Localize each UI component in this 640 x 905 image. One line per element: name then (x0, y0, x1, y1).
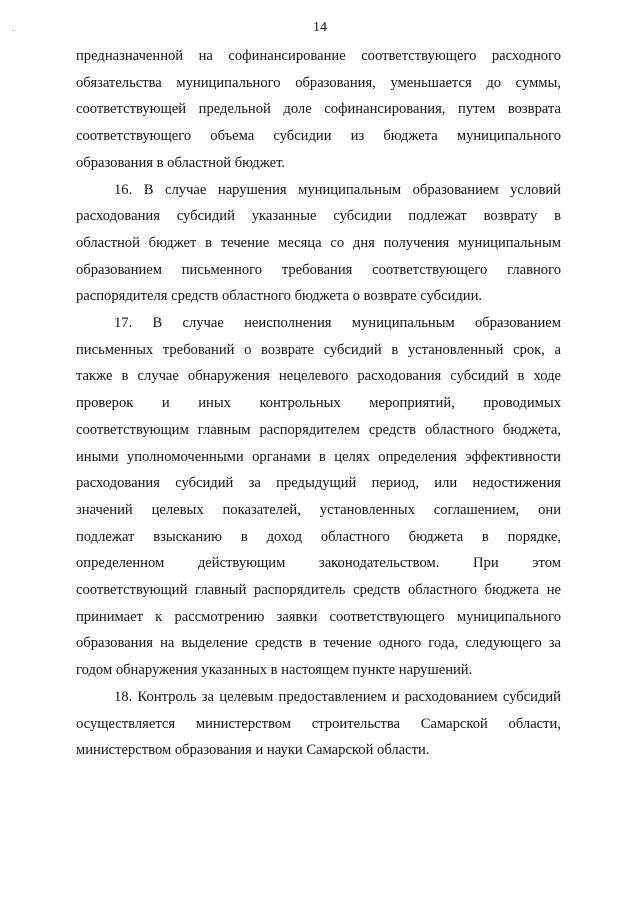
text-line: расходования субсидий указанные субсидии подлежат возврату в (76, 208, 561, 225)
paragraph-17 (76, 310, 561, 684)
text-line: принимает к рассмотрению заявки соответствующего муниципального (76, 608, 561, 625)
text-line: образования на выделение средств в течение одного года, следующего за (76, 635, 561, 652)
text-line: осуществляется министерством строительства Самарской области, (76, 715, 561, 732)
text-line: 18. Контроль за целевым предоставлением и расходованием субсидий (114, 688, 561, 705)
text-line: образованием письменного требования соответствующего главного (76, 261, 561, 278)
page-number: 14 (313, 20, 327, 35)
text-line: 17. В случае неисполнения муниципальным образованием (114, 315, 561, 332)
text-line: министерством образования и науки Самарской области. (76, 742, 430, 759)
paragraph-continuation (76, 43, 561, 177)
text-line: также в случае обнаружения нецелевого расходования субсидий в ходе (76, 368, 561, 385)
paragraph-18 (76, 684, 561, 764)
text-line: распорядителя средств областного бюджета о возврате субсидии. (76, 288, 483, 305)
text-line: 16. В случае нарушения муниципальным образованием условий (114, 181, 561, 198)
document-body (76, 43, 561, 764)
text-line: иными уполномоченными органами в целях определения эффективности (76, 448, 561, 465)
text-line: подлежат взысканию в доход областного бюджета в порядке, (76, 528, 561, 545)
text-line: соответствующий главный распорядитель средств областного бюджета не (76, 582, 561, 599)
text-line: соответствующей предельной доле софинансирования, путем возврата (76, 101, 561, 118)
paragraph-16 (76, 177, 561, 311)
text-line: письменных требований о возврате субсидий в установленный срок, а (76, 341, 561, 358)
text-line: расходования субсидий за предыдущий период, или недостижения (76, 475, 561, 492)
text-line: образования в областной бюджет. (76, 154, 286, 171)
text-line: определенном действующим законодательством. При этом (76, 555, 561, 572)
text-line: предназначенной на софинансирование соответствующего расходного (76, 48, 561, 64)
text-line: обязательства муниципального образования, уменьшается до суммы, (76, 74, 561, 91)
text-line: проверок и иных контрольных мероприятий, проводимых (76, 395, 561, 412)
text-line: соответствующего объема субсидии из бюджета муниципального (76, 128, 561, 145)
text-line: значений целевых показателей, установленных соглашением, они (76, 501, 561, 518)
text-line: годом обнаружения указанных в настоящем пункте нарушений. (76, 662, 473, 679)
text-line: областной бюджет в течение месяца со дня получения муниципальным (76, 234, 561, 251)
text-line: соответствующим главным распорядителем средств областного бюджета, (76, 421, 561, 438)
